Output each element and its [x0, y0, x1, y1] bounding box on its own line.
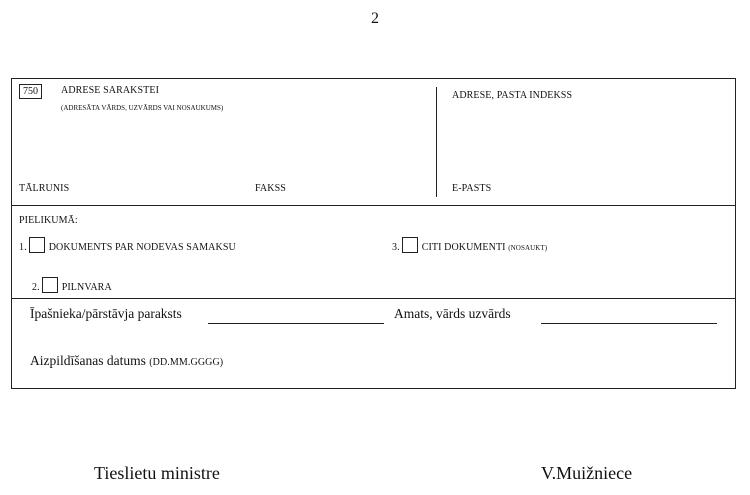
attachment-item-other	[392, 237, 547, 253]
application-form	[11, 78, 736, 389]
other-documents-checkbox[interactable]	[402, 237, 418, 253]
attachment-item-power-of-attorney	[32, 277, 112, 293]
power-of-attorney-checkbox[interactable]	[42, 277, 58, 293]
address-title: ADRESE SARAKSTEI	[61, 85, 159, 96]
footer-title: Tieslietu ministre	[94, 463, 220, 483]
address-column-divider	[436, 87, 437, 197]
attachment-note: (NOSAUKT)	[508, 244, 548, 252]
address-section-divider	[12, 205, 735, 206]
payment-document-checkbox[interactable]	[29, 237, 45, 253]
attachment-label: PILNVARA	[61, 282, 112, 293]
position-name-line[interactable]	[541, 323, 717, 324]
phone-label: TĀLRUNIS	[19, 183, 70, 194]
fax-label: FAKSS	[255, 183, 286, 194]
email-label: E-PASTS	[452, 183, 492, 194]
postal-address-label: ADRESE, PASTA INDEKSS	[452, 90, 573, 101]
signature-line[interactable]	[208, 323, 384, 324]
page-number: 2	[371, 10, 379, 27]
attachment-label: CITI DOKUMENTI	[421, 242, 506, 253]
signature-label: Īpašnieka/pārstāvja paraksts	[30, 306, 182, 321]
attachment-item-payment	[19, 237, 236, 253]
attachment-label: DOKUMENTS PAR NODEVAS SAMAKSU	[48, 242, 236, 253]
field-code-box: 750	[19, 84, 42, 99]
attachment-number: 2.	[32, 282, 40, 293]
attachments-heading: PIELIKUMĀ:	[19, 215, 78, 226]
completion-date-field	[30, 353, 223, 369]
attachment-number: 3.	[392, 242, 400, 253]
position-name-label: Amats, vārds uzvārds	[394, 306, 511, 321]
date-format-hint: (DD.MM.GGGG)	[149, 357, 224, 368]
attachment-number: 1.	[19, 242, 27, 253]
date-label: Aizpildīšanas datums	[30, 353, 146, 368]
footer-signatory-name: V.Muižniece	[541, 463, 633, 483]
address-subtitle: (ADRESĀTA VĀRDS, UZVĀRDS VAI NOSAUKUMS)	[61, 104, 224, 112]
attachments-section-divider	[12, 298, 735, 299]
